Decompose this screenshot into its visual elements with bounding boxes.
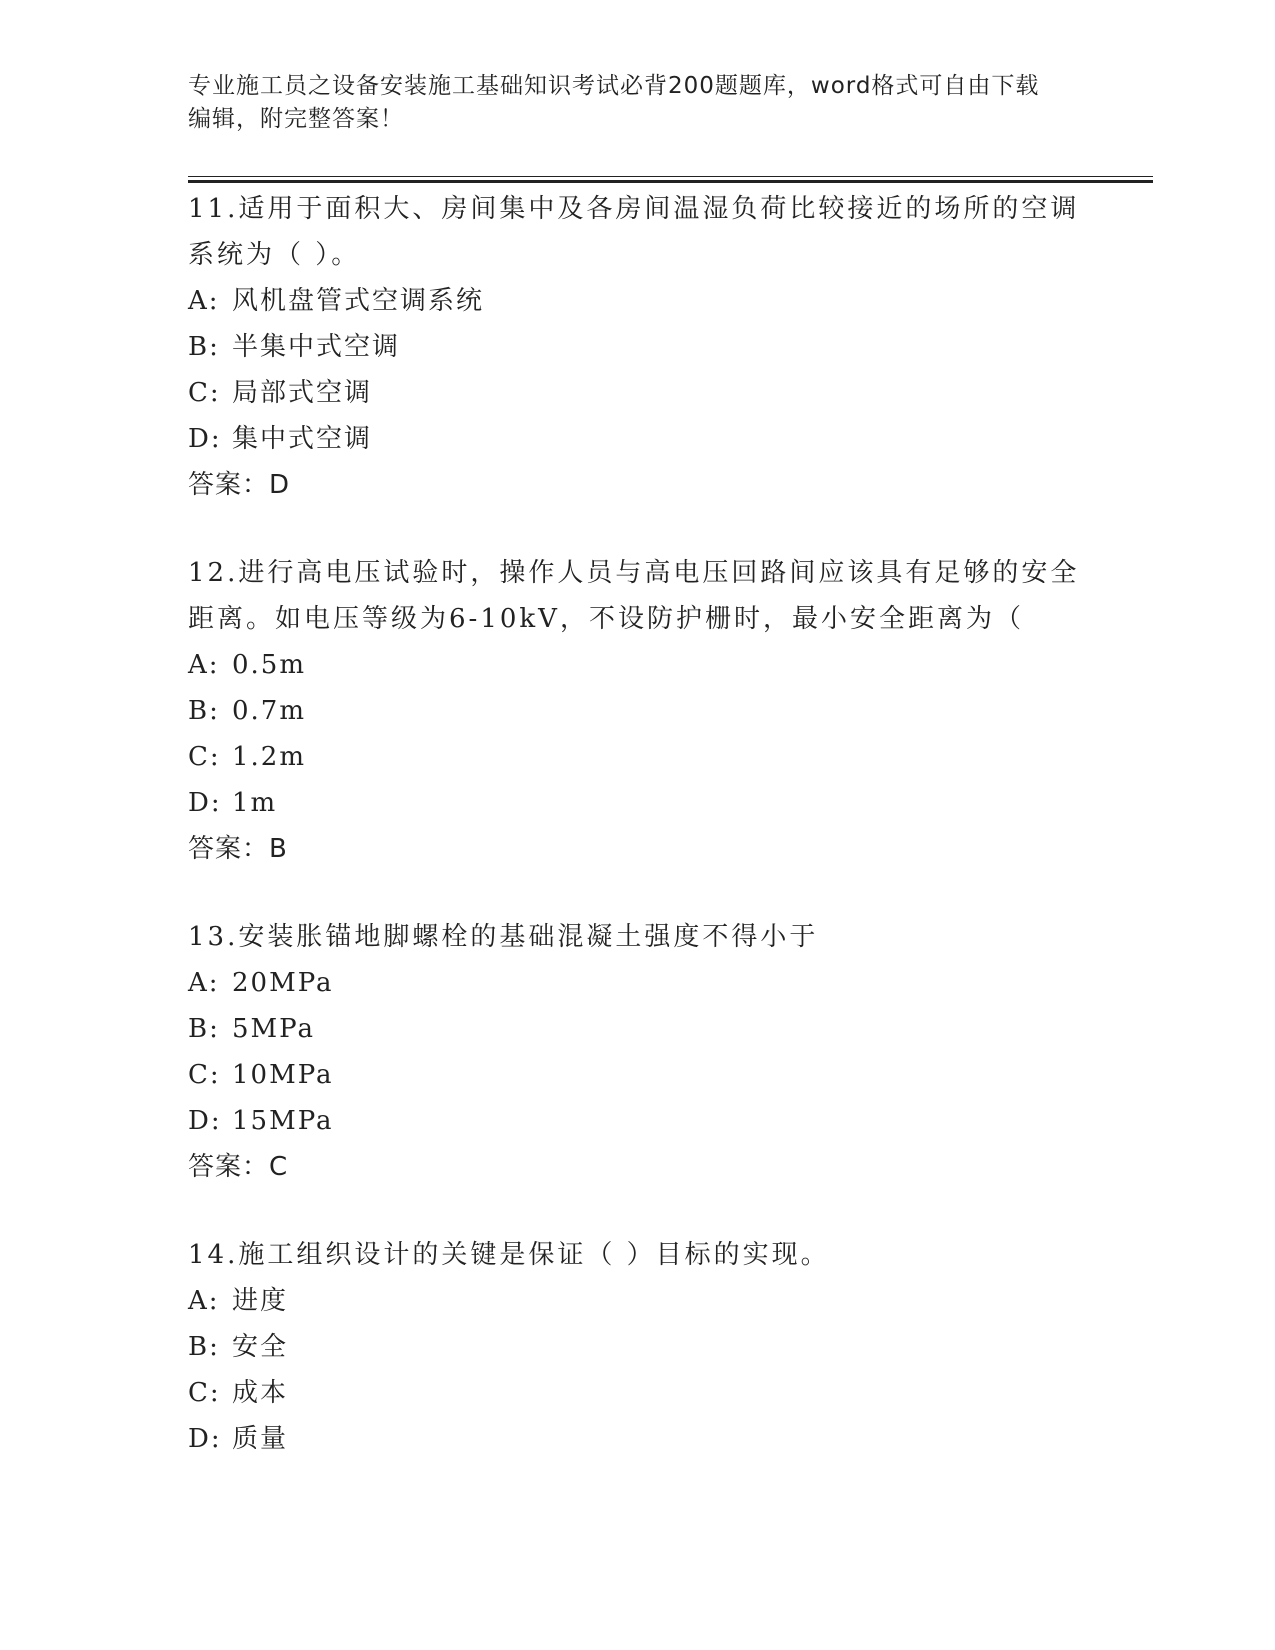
question-stem-line: 14.施工组织设计的关键是保证（ ）目标的实现。: [188, 1240, 830, 1270]
question-item: [188, 550, 1128, 872]
option-letter: C:: [188, 742, 221, 772]
option-text: 15MPa: [232, 1106, 334, 1136]
question-list: [188, 186, 1128, 1504]
option-text: 风机盘管式空调系统: [232, 286, 485, 316]
option-text: 0.7m: [232, 696, 307, 726]
option-text: 进度: [232, 1286, 289, 1316]
option-text: 10MPa: [232, 1060, 334, 1090]
question-stem-line: 距离。如电压等级为6-10kV，不设防护栅时，最小安全距离为（: [188, 604, 1024, 634]
header-line-2: 编辑，附完整答案！: [188, 106, 404, 132]
option-letter: C:: [188, 1378, 221, 1408]
option-letter: A:: [188, 968, 220, 998]
option-letter: D:: [188, 1424, 222, 1454]
option-letter: B:: [188, 696, 220, 726]
question-stem-line: 12.进行高电压试验时，操作人员与高电压回路间应该具有足够的安全: [188, 558, 1080, 588]
option-c: [188, 1370, 1128, 1416]
option-letter: C:: [188, 378, 221, 408]
option-letter: D:: [188, 1106, 222, 1136]
option-text: 0.5m: [232, 650, 307, 680]
answer-line: 答案：D: [188, 470, 291, 500]
question-stem: [188, 550, 1128, 642]
option-text: 1.2m: [232, 742, 307, 772]
option-c: [188, 734, 1128, 780]
option-letter: B:: [188, 1332, 220, 1362]
option-b: [188, 1324, 1128, 1370]
question-item: [188, 186, 1128, 508]
option-c: [188, 1052, 1128, 1098]
option-letter: B:: [188, 332, 220, 362]
option-d: [188, 1098, 1128, 1144]
header-divider-thick: [188, 180, 1153, 183]
option-text: 质量: [232, 1424, 289, 1454]
answer-line: 答案：B: [188, 834, 288, 864]
option-letter: A:: [188, 1286, 220, 1316]
option-text: 成本: [232, 1378, 289, 1408]
option-text: 局部式空调: [232, 378, 373, 408]
header-line-1: 专业施工员之设备安装施工基础知识考试必背200题题库，word格式可自由下载: [188, 73, 1040, 99]
option-a: [188, 960, 1128, 1006]
option-d: [188, 1416, 1128, 1462]
option-text: 5MPa: [232, 1014, 315, 1044]
option-letter: D:: [188, 424, 222, 454]
option-d: [188, 416, 1128, 462]
option-letter: A:: [188, 286, 220, 316]
question-item: [188, 1232, 1128, 1462]
answer-line: 答案：C: [188, 1152, 289, 1182]
option-letter: A:: [188, 650, 220, 680]
option-a: [188, 278, 1128, 324]
option-a: [188, 1278, 1128, 1324]
question-stem-line: 13.安装胀锚地脚螺栓的基础混凝土强度不得小于: [188, 922, 819, 952]
question-stem: [188, 186, 1128, 278]
option-b: [188, 1006, 1128, 1052]
option-text: 集中式空调: [232, 424, 373, 454]
header-divider-thin: [188, 176, 1153, 177]
question-stem: [188, 914, 1128, 960]
option-b: [188, 324, 1128, 370]
question-stem-line: 11.适用于面积大、房间集中及各房间温湿负荷比较接近的场所的空调: [188, 194, 1080, 224]
question-stem-line: 系统为（ ）。: [188, 240, 361, 270]
option-b: [188, 688, 1128, 734]
option-d: [188, 780, 1128, 826]
option-text: 20MPa: [232, 968, 334, 998]
option-letter: B:: [188, 1014, 220, 1044]
option-letter: C:: [188, 1060, 221, 1090]
question-item: [188, 914, 1128, 1190]
option-a: [188, 642, 1128, 688]
option-text: 1m: [232, 788, 278, 818]
option-letter: D:: [188, 788, 222, 818]
option-text: 安全: [232, 1332, 289, 1362]
question-stem: [188, 1232, 1128, 1278]
option-text: 半集中式空调: [232, 332, 401, 362]
document-header: [188, 70, 1088, 136]
option-c: [188, 370, 1128, 416]
